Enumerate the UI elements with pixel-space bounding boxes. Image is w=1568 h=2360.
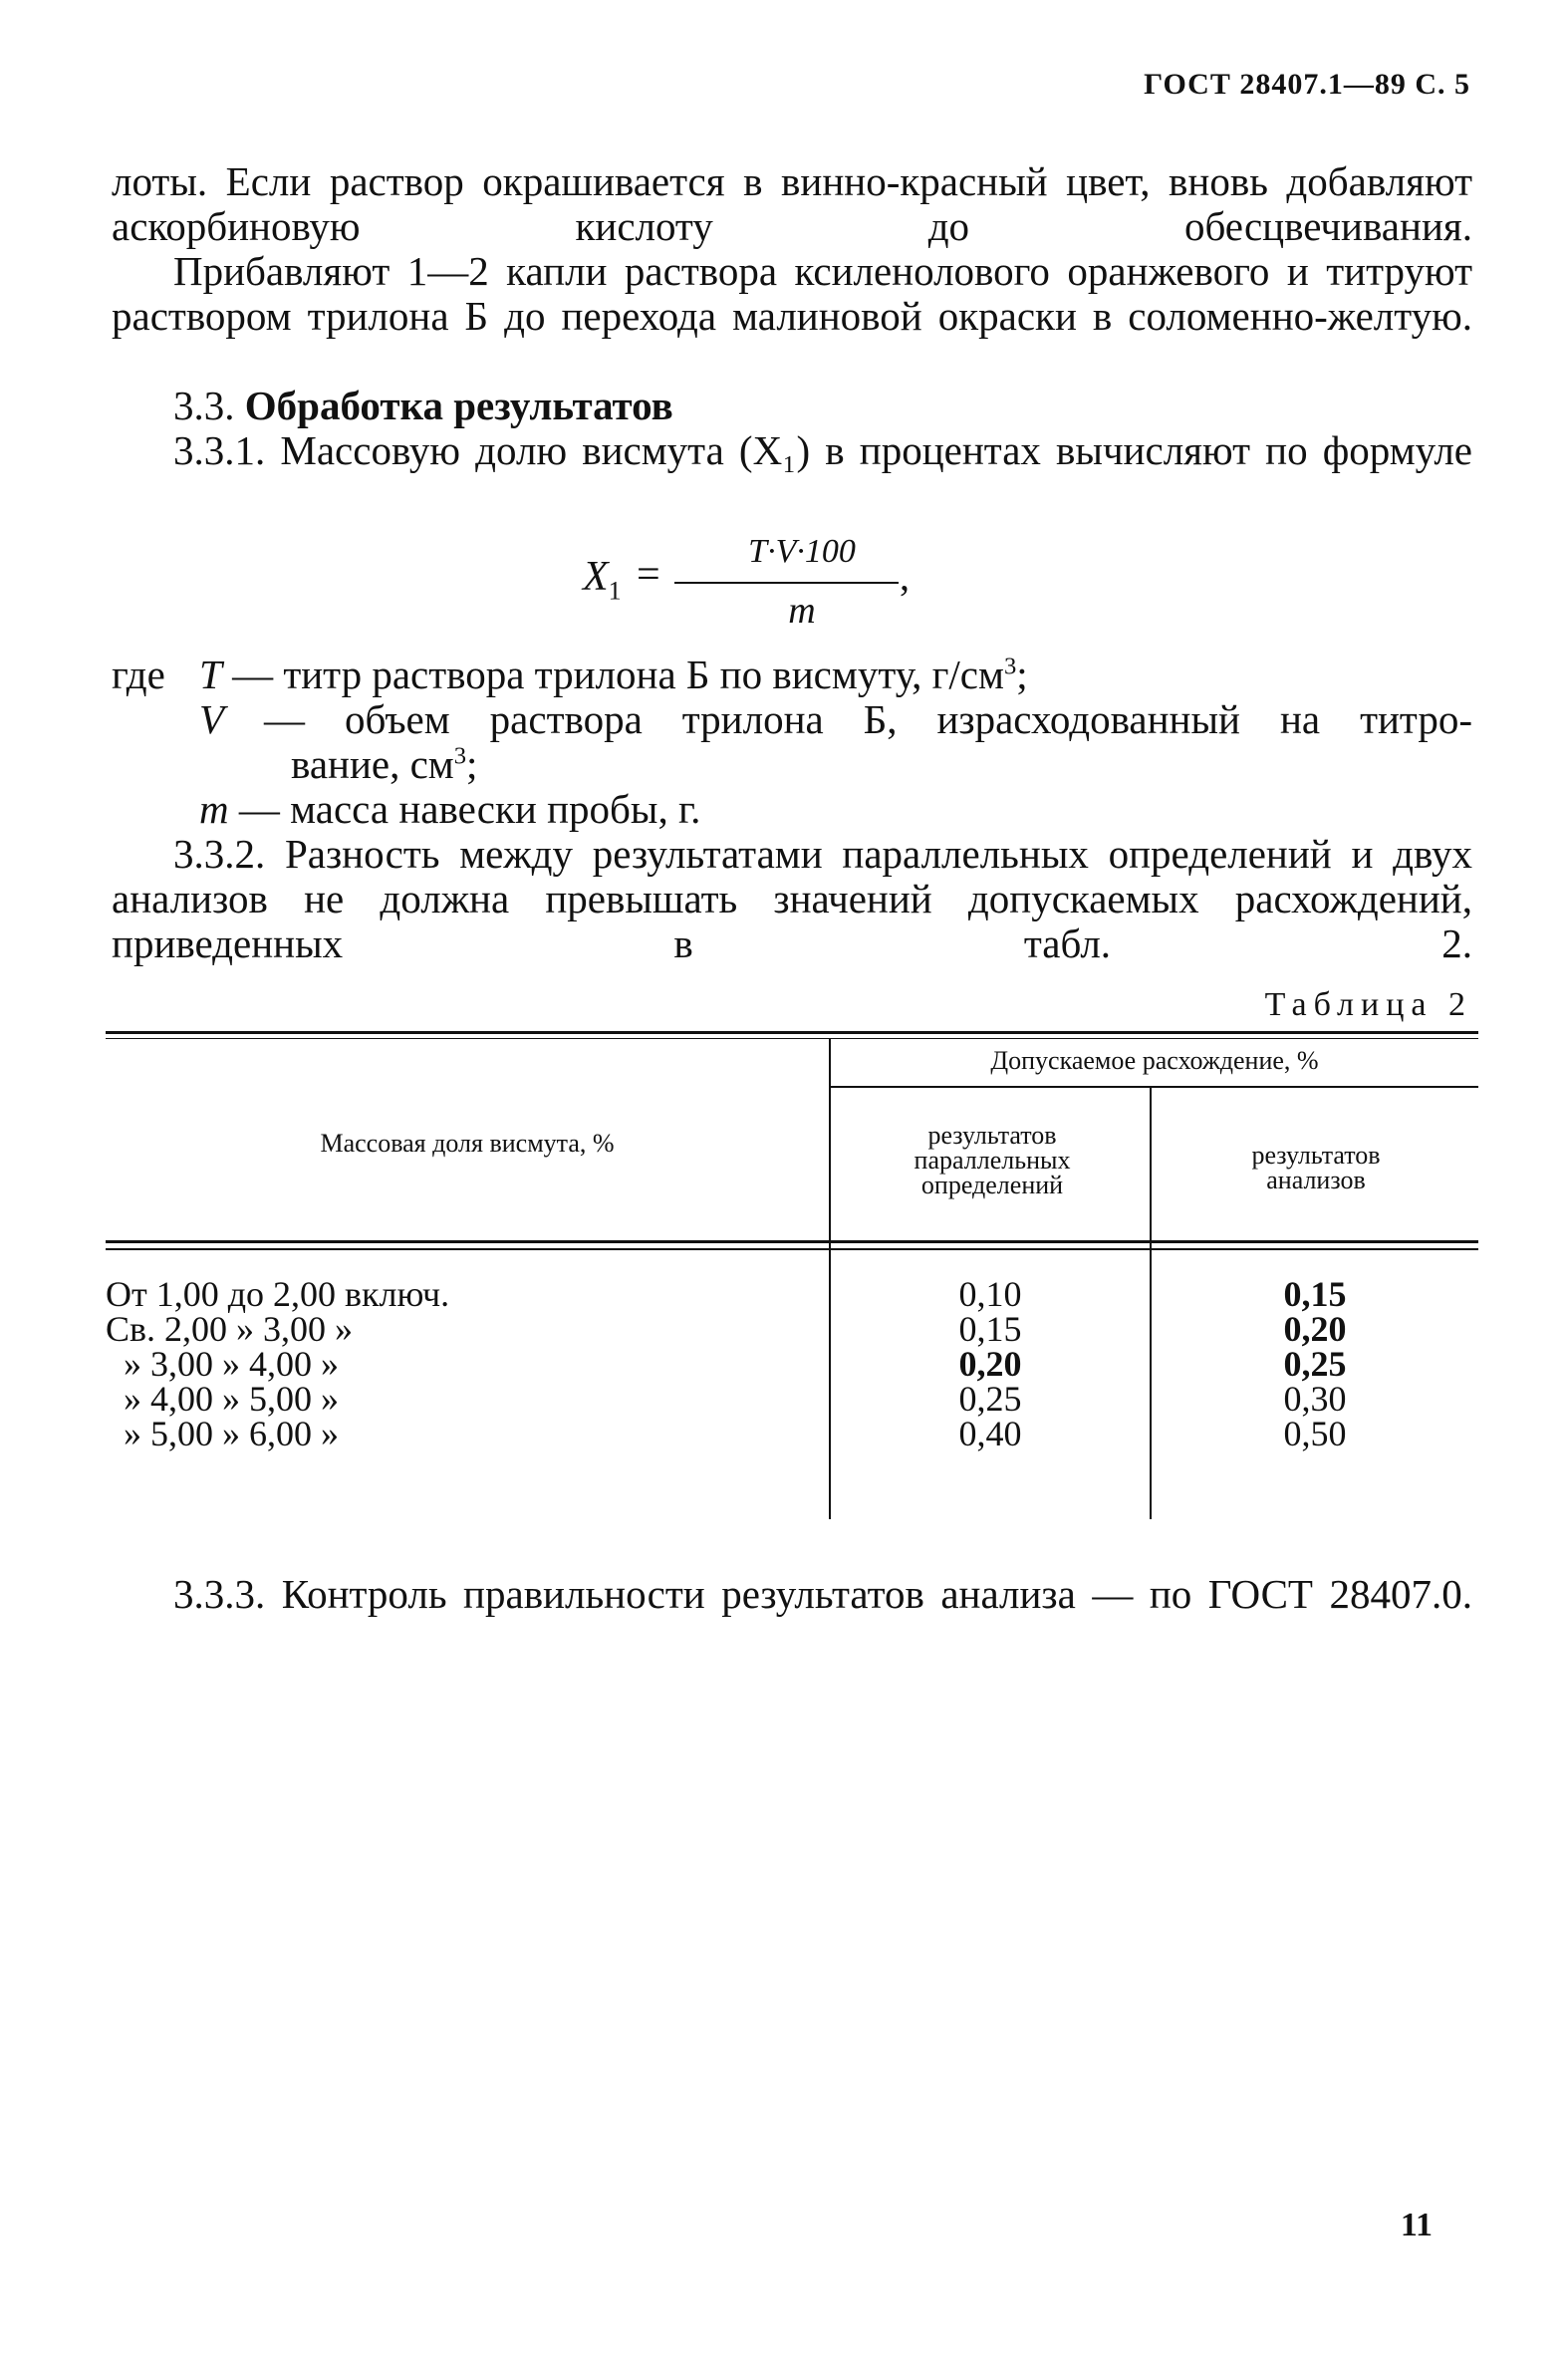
cell-parallel: 0,15 [958, 1309, 1022, 1349]
table-caption: Таблица 2 [1264, 986, 1472, 1023]
legend-item-t: T — титр раствора трилона Б по висмуту, $г/см^3$; [199, 652, 1028, 697]
formula-lhs: $X_1$ [583, 554, 622, 606]
cell-parallel: 0,10 [958, 1274, 1022, 1314]
formula-denominator: m [788, 590, 816, 632]
cell-range: Св. 2,00 » 3,00 » [106, 1309, 354, 1349]
paragraph-3-3-3: 3.3.3. Контроль правильности результатов анализа — по ГОСТ 28407.0. [173, 1571, 1472, 1617]
group-header-rule [830, 1086, 1478, 1088]
header-bottom-rule-2 [106, 1248, 1478, 1250]
paragraph-continuation: лоты. Если раствор окрашивается в винно-красный цвет, вновь добавляют аскорбиновую кислоту до обесцвечивания. [112, 158, 1472, 249]
legend-item-m: m — масса навески пробы, г. [199, 786, 701, 832]
col-header-bismuth-fraction: Массовая доля висмута, % [320, 1129, 615, 1158]
cell-analyses: 0,25 [1283, 1344, 1347, 1384]
cell-parallel: 0,25 [958, 1379, 1022, 1419]
fraction-line [674, 582, 899, 584]
table-top-rule [106, 1031, 1478, 1034]
formula-numerator: T·V·100 [748, 533, 856, 570]
table-row [106, 1309, 354, 1349]
table-2 [106, 1031, 1478, 1519]
cell-analyses: 0,30 [1283, 1379, 1347, 1419]
formula-equals: = [637, 552, 660, 598]
cell-parallel: 0,40 [958, 1414, 1022, 1453]
cell-analyses: 0,50 [1283, 1414, 1347, 1453]
running-header: ГОСТ 28407.1—89 С. 5 [1144, 68, 1470, 101]
group-header-allowed-discrepancy: Допускаемое расхождение, % [990, 1046, 1319, 1075]
legend-item-v-continuation: вание, $см^3$; [291, 741, 478, 787]
table-row [106, 1344, 339, 1384]
header-bottom-rule [106, 1240, 1478, 1243]
cell-analyses: 0,15 [1283, 1274, 1347, 1314]
section-title: Обработка результатов [244, 383, 673, 428]
formula [583, 533, 921, 633]
cell-range: » 3,00 » 4,00 » [124, 1344, 339, 1384]
formula-comma: , [900, 554, 910, 599]
cell-analyses: 0,20 [1283, 1309, 1347, 1349]
paragraph-3-3-2: 3.3.2. Разность между результатами параллельных определений и двух анализов не должна превышать значений допускаемых расхождений, приведенных в табл. 2. [112, 831, 1472, 966]
table-row [106, 1379, 339, 1419]
table-row [106, 1274, 450, 1314]
section-3-3-heading [112, 384, 1472, 428]
legend-where: где [112, 652, 165, 697]
col-header-parallel: результатов параллельных определений [914, 1121, 1071, 1199]
section-number: 3.3. [173, 383, 235, 428]
col-header-analyses: результатов анализов [1251, 1141, 1381, 1194]
paragraph-titration: Прибавляют 1—2 капли раствора ксиленолового оранжевого и титруют раствором трилона Б до перехода малиновой окраски в соломенно-желтую. [112, 248, 1472, 339]
cell-range: » 4,00 » 5,00 » [124, 1379, 339, 1419]
page-number: 11 [1400, 2207, 1433, 2243]
cell-range: » 5,00 » 6,00 » [124, 1414, 339, 1453]
paragraph-3-3-1: 3.3.1. Массовую долю висмута (X₁) в процентах вычисляют по формуле [173, 427, 1472, 473]
table-row [106, 1414, 339, 1453]
cell-range: От 1,00 до 2,00 включ. [106, 1274, 450, 1314]
legend-item-v: V — объем раствора трилона Б, израсходованный на титро- [199, 696, 1473, 742]
cell-parallel: 0,20 [958, 1344, 1022, 1384]
table-top-rule-thin [106, 1038, 1478, 1039]
